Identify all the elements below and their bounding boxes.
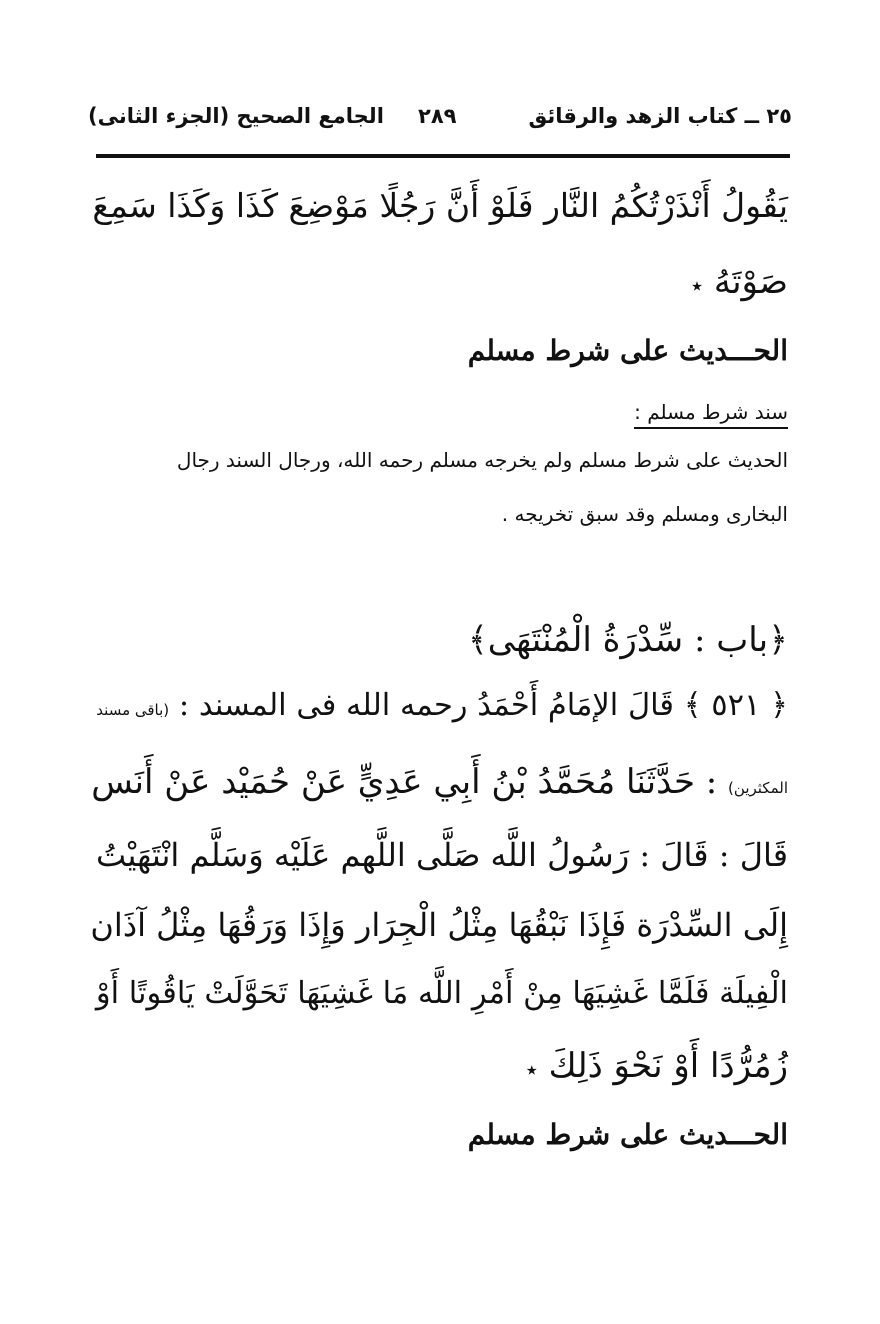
hadith-text-line: قَالَ : قَالَ : رَسُولُ اللَّه صَلَّى اللَّهم عَلَيْه وَسَلَّم انْتَهَيْتُ <box>96 836 788 874</box>
hadith-text-end: صَوْتَهُ <box>713 262 788 302</box>
star-marker: ٭ <box>691 274 704 299</box>
commentary-line: الحديث على شرط مسلم ولم يخرجه مسلم رحمه الله، ورجال السند رجال <box>176 448 788 472</box>
star-marker: ٭ <box>525 1058 538 1083</box>
hadith-text-line <box>526 1046 788 1087</box>
hadith-text-line: الْفِيلَة فَلَمَّا غَشِيَهَا مِنْ أَمْرِ اللَّه مَا غَشِيَهَا تَحَوَّلَتْ يَاقُوتًا أَوْ <box>95 976 788 1011</box>
hadith-text-line <box>91 762 788 803</box>
hadith-text-line: يَقُولُ أَنْذَرْتُكُمُ النَّار فَلَوْ أَنَّ رَجُلًا مَوْضِعَ كَذَا وَكَذَا سَمِعَ <box>92 186 788 225</box>
hadith-isnad: : حَدَّثَنَا مُحَمَّدُ بْنُ أَبِي عَدِيٍّ عَنْ حُمَيْد عَنْ أَنَس <box>91 762 718 802</box>
hadith-grading: الحـــديث على شرط مسلم <box>467 334 788 367</box>
hadith-number-text: ﴿ ٥٢١ ﴾ قَالَ الإمَامُ أَحْمَدُ رحمه الله فى المسند : <box>178 688 788 723</box>
commentary-line: البخارى ومسلم وقد سبق تخريجه . <box>501 502 788 526</box>
hadith-text-line: إِلَى السِّدْرَة فَإِذَا نَبْقُهَا مِثْلُ الْجِرَار وَإِذَا وَرَقُهَا مِثْلُ آذَان <box>90 906 788 944</box>
source-reference-end: المكثرين) <box>728 779 788 797</box>
book-title: الجامع الصحيح (الجزء الثانى) <box>88 104 384 128</box>
hadith-text-end: زُمُرُّدًا أَوْ نَحْوَ ذَلِكَ <box>548 1046 788 1086</box>
sanad-label-text: سند شرط مسلم : <box>634 400 788 429</box>
hadith-text-line <box>691 262 788 303</box>
sanad-label <box>634 400 788 424</box>
source-reference: (باقى مسند <box>96 701 170 719</box>
page-number: ٢٨٩ <box>418 104 457 128</box>
hadith-number-line <box>96 688 788 725</box>
chapter-heading: ﴿باب : سِّدْرَةُ الْمُنْتَهَى﴾ <box>467 620 788 660</box>
hadith-grading: الحـــديث على شرط مسلم <box>467 1118 788 1151</box>
header-rule <box>96 154 790 158</box>
chapter-title: ٢٥ ــ كتاب الزهد والرقائق <box>528 104 792 128</box>
running-header <box>88 104 792 144</box>
